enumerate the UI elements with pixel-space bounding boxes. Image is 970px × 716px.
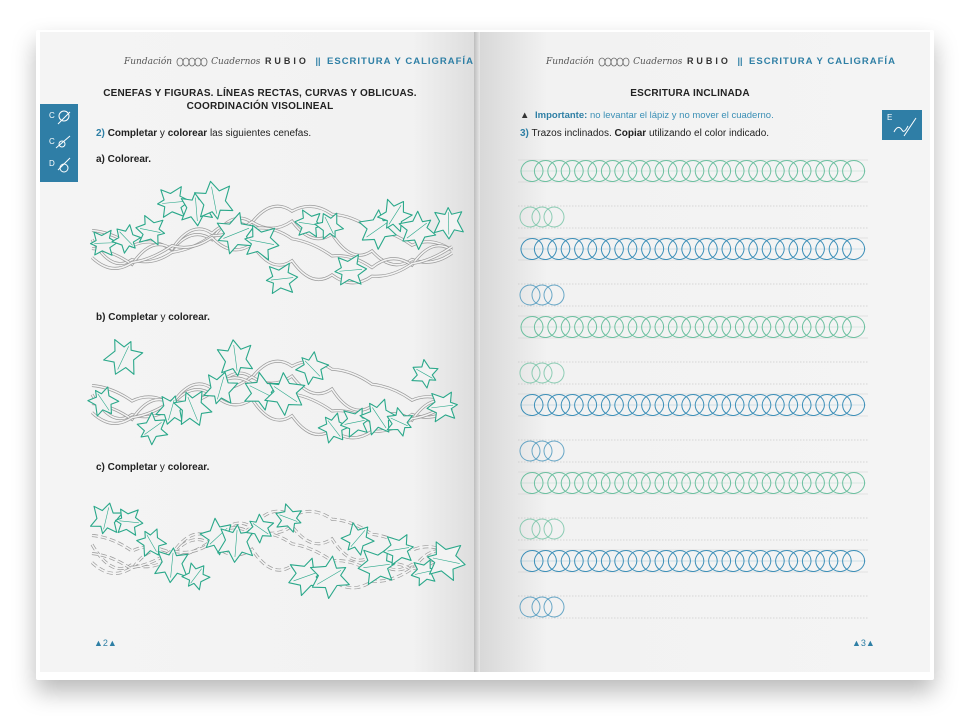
brand-prefix-right: Fundación [546, 57, 595, 67]
sub-c-y: y [159, 462, 165, 473]
section-title: ESCRITURA Y CALIGRAFÍA [327, 56, 474, 67]
instruction-bold-1: Completar [107, 128, 158, 139]
left-instruction [96, 128, 311, 139]
tab-letter-1: C [49, 111, 55, 120]
right-side-tab [882, 110, 922, 140]
left-page [40, 32, 478, 672]
warning-triangle-icon: ▲ [520, 110, 530, 121]
brand-name: RUBIO [264, 56, 309, 66]
sub-b-bold: b) Completar [96, 312, 158, 323]
exercise-number: 2) [96, 128, 105, 139]
instruction-y: y [159, 128, 165, 139]
ivy-border-a [92, 178, 452, 298]
leaf-group [88, 500, 468, 603]
writing-hand-icon [882, 110, 922, 140]
header-separator: || [315, 56, 321, 66]
loop-row-2 [518, 236, 868, 306]
left-side-tab [40, 104, 78, 182]
right-page-number: ▲3▲ [852, 638, 875, 648]
loop-row-4 [518, 392, 868, 462]
sub-c-bold: c) Completar [96, 462, 158, 473]
right-instruction-bold: Copiar [614, 128, 647, 139]
tab-letter-3: D [49, 159, 55, 168]
right-page [480, 32, 930, 672]
left-title-line1: CENEFAS Y FIGURAS. LÍNEAS RECTAS, CURVAS Y OBLICUAS. [103, 88, 417, 99]
brand-prefix: Fundación [124, 57, 173, 67]
right-header [546, 56, 896, 67]
sub-a-label: a) Colorear. [96, 154, 152, 165]
right-instruction [520, 128, 769, 139]
loops-logo-icon [597, 57, 631, 67]
left-title [100, 88, 420, 112]
right-title: ESCRITURA INCLINADA [630, 88, 750, 99]
brand-middle-right: Cuadernos [633, 57, 683, 67]
sub-c-label [96, 462, 209, 473]
leaf-group [85, 334, 459, 448]
loop-row-6 [518, 548, 868, 618]
important-note [520, 110, 774, 121]
sub-b-y: y [160, 312, 166, 323]
tab-letter-2: C [49, 137, 55, 146]
ivy-border-c [92, 488, 452, 598]
sub-c-end: colorear. [167, 462, 210, 473]
important-text: no levantar el lápiz y no mover el cuaderno. [589, 110, 774, 121]
header-separator-right: || [737, 56, 743, 66]
pencil-icon-group [40, 104, 78, 182]
right-instruction-text2: utilizando el color indicado. [648, 128, 770, 139]
instruction-rest: las siguientes cenefas. [209, 128, 312, 139]
sub-b-label [96, 312, 210, 323]
leaf-group [90, 178, 463, 295]
important-label: Importante: [535, 110, 588, 121]
left-title-line2: COORDINACIÓN VISOLINEAL [186, 101, 334, 112]
loop-row-5 [518, 470, 868, 540]
instruction-bold-2: colorear [167, 128, 208, 139]
sub-b-end: colorear. [168, 312, 210, 323]
right-instruction-text1: Trazos inclinados. [531, 128, 612, 139]
ivy-border-b [92, 338, 452, 448]
right-tab-letter: E [887, 113, 893, 122]
left-header [124, 56, 474, 67]
section-title-right: ESCRITURA Y CALIGRAFÍA [749, 56, 896, 67]
brand-name-right: RUBIO [686, 56, 731, 66]
loop-row-3 [518, 314, 868, 384]
loops-logo-icon [175, 57, 209, 67]
left-page-number: ▲2▲ [94, 638, 117, 648]
loop-row-1 [518, 158, 868, 228]
right-exercise-number: 3) [520, 128, 529, 139]
brand-middle: Cuadernos [211, 57, 261, 67]
loop-practice-area [518, 152, 878, 622]
